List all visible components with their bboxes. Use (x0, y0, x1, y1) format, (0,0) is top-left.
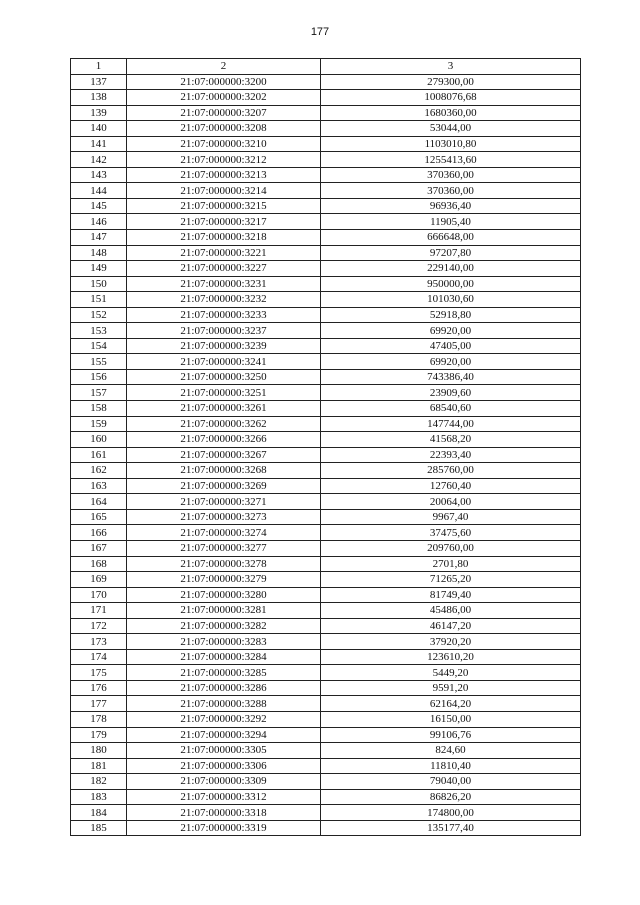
table-row (71, 432, 581, 448)
table-header (71, 59, 581, 75)
table-row (71, 572, 581, 588)
value-cell: 285760,00 (321, 463, 581, 479)
cadastral-number-cell: 21:07:000000:3288 (127, 696, 321, 712)
row-number-cell: 146 (71, 214, 127, 230)
table-row (71, 525, 581, 541)
cadastral-number-cell: 21:07:000000:3279 (127, 572, 321, 588)
table-row (71, 509, 581, 525)
cadastral-number-cell: 21:07:000000:3208 (127, 121, 321, 137)
value-cell: 11810,40 (321, 758, 581, 774)
row-number-cell: 142 (71, 152, 127, 168)
cadastral-number-cell: 21:07:000000:3212 (127, 152, 321, 168)
table-row (71, 634, 581, 650)
header-row (71, 59, 581, 75)
value-cell: 1008076,68 (321, 90, 581, 106)
cadastral-number-cell: 21:07:000000:3221 (127, 245, 321, 261)
value-cell: 53044,00 (321, 121, 581, 137)
table-row (71, 105, 581, 121)
value-cell: 41568,20 (321, 432, 581, 448)
value-cell: 147744,00 (321, 416, 581, 432)
row-number-cell: 180 (71, 743, 127, 759)
cadastral-value-table (70, 58, 581, 836)
row-number-cell: 169 (71, 572, 127, 588)
cadastral-number-cell: 21:07:000000:3306 (127, 758, 321, 774)
value-cell: 12760,40 (321, 478, 581, 494)
row-number-cell: 155 (71, 354, 127, 370)
row-number-cell: 156 (71, 369, 127, 385)
row-number-cell: 152 (71, 307, 127, 323)
value-cell: 5449,20 (321, 665, 581, 681)
table-row (71, 385, 581, 401)
cadastral-number-cell: 21:07:000000:3266 (127, 432, 321, 448)
table-row (71, 540, 581, 556)
table-row (71, 307, 581, 323)
row-number-cell: 139 (71, 105, 127, 121)
value-cell: 46147,20 (321, 618, 581, 634)
table-row (71, 369, 581, 385)
table-row (71, 74, 581, 90)
value-cell: 666648,00 (321, 230, 581, 246)
value-cell: 123610,20 (321, 649, 581, 665)
value-cell: 81749,40 (321, 587, 581, 603)
row-number-cell: 167 (71, 540, 127, 556)
column-header-2: 2 (127, 59, 321, 75)
cadastral-number-cell: 21:07:000000:3233 (127, 307, 321, 323)
table-row (71, 727, 581, 743)
table-row (71, 618, 581, 634)
cadastral-number-cell: 21:07:000000:3261 (127, 401, 321, 417)
table-row (71, 463, 581, 479)
cadastral-number-cell: 21:07:000000:3318 (127, 805, 321, 821)
row-number-cell: 148 (71, 245, 127, 261)
cadastral-number-cell: 21:07:000000:3268 (127, 463, 321, 479)
row-number-cell: 174 (71, 649, 127, 665)
table-row (71, 774, 581, 790)
table-row (71, 743, 581, 759)
value-cell: 99106,76 (321, 727, 581, 743)
cadastral-number-cell: 21:07:000000:3274 (127, 525, 321, 541)
row-number-cell: 161 (71, 447, 127, 463)
row-number-cell: 145 (71, 198, 127, 214)
row-number-cell: 185 (71, 820, 127, 836)
row-number-cell: 137 (71, 74, 127, 90)
row-number-cell: 177 (71, 696, 127, 712)
page-number: 177 (310, 26, 330, 38)
cadastral-number-cell: 21:07:000000:3200 (127, 74, 321, 90)
row-number-cell: 147 (71, 230, 127, 246)
value-cell: 279300,00 (321, 74, 581, 90)
value-cell: 2701,80 (321, 556, 581, 572)
value-cell: 1255413,60 (321, 152, 581, 168)
cadastral-number-cell: 21:07:000000:3231 (127, 276, 321, 292)
row-number-cell: 141 (71, 136, 127, 152)
cadastral-number-cell: 21:07:000000:3218 (127, 230, 321, 246)
row-number-cell: 159 (71, 416, 127, 432)
table-row (71, 680, 581, 696)
cadastral-number-cell: 21:07:000000:3292 (127, 711, 321, 727)
column-header-3: 3 (321, 59, 581, 75)
table-row (71, 230, 581, 246)
table-row (71, 214, 581, 230)
table-row (71, 261, 581, 277)
table-body (71, 74, 581, 836)
table-row (71, 183, 581, 199)
value-cell: 743386,40 (321, 369, 581, 385)
value-cell: 950000,00 (321, 276, 581, 292)
value-cell: 97207,80 (321, 245, 581, 261)
cadastral-number-cell: 21:07:000000:3214 (127, 183, 321, 199)
cadastral-number-cell: 21:07:000000:3210 (127, 136, 321, 152)
table-row (71, 789, 581, 805)
value-cell: 9967,40 (321, 509, 581, 525)
cadastral-number-cell: 21:07:000000:3207 (127, 105, 321, 121)
cadastral-number-cell: 21:07:000000:3319 (127, 820, 321, 836)
row-number-cell: 175 (71, 665, 127, 681)
value-cell: 16150,00 (321, 711, 581, 727)
row-number-cell: 183 (71, 789, 127, 805)
row-number-cell: 143 (71, 167, 127, 183)
table-row (71, 136, 581, 152)
table-row (71, 556, 581, 572)
table-row (71, 401, 581, 417)
row-number-cell: 163 (71, 478, 127, 494)
value-cell: 9591,20 (321, 680, 581, 696)
table-row (71, 90, 581, 106)
cadastral-number-cell: 21:07:000000:3267 (127, 447, 321, 463)
table-row (71, 245, 581, 261)
value-cell: 23909,60 (321, 385, 581, 401)
row-number-cell: 150 (71, 276, 127, 292)
value-cell: 47405,00 (321, 338, 581, 354)
row-number-cell: 182 (71, 774, 127, 790)
value-cell: 135177,40 (321, 820, 581, 836)
table-row (71, 292, 581, 308)
cadastral-number-cell: 21:07:000000:3284 (127, 649, 321, 665)
row-number-cell: 149 (71, 261, 127, 277)
row-number-cell: 170 (71, 587, 127, 603)
table-row (71, 494, 581, 510)
cadastral-number-cell: 21:07:000000:3237 (127, 323, 321, 339)
table-row (71, 665, 581, 681)
cadastral-number-cell: 21:07:000000:3271 (127, 494, 321, 510)
table-row (71, 323, 581, 339)
value-cell: 209760,00 (321, 540, 581, 556)
value-cell: 45486,00 (321, 603, 581, 619)
value-cell: 229140,00 (321, 261, 581, 277)
row-number-cell: 165 (71, 509, 127, 525)
cadastral-number-cell: 21:07:000000:3251 (127, 385, 321, 401)
cadastral-number-cell: 21:07:000000:3213 (127, 167, 321, 183)
row-number-cell: 140 (71, 121, 127, 137)
table-row (71, 603, 581, 619)
row-number-cell: 157 (71, 385, 127, 401)
table-row (71, 198, 581, 214)
row-number-cell: 154 (71, 338, 127, 354)
value-cell: 52918,80 (321, 307, 581, 323)
row-number-cell: 144 (71, 183, 127, 199)
cadastral-number-cell: 21:07:000000:3217 (127, 214, 321, 230)
value-cell: 96936,40 (321, 198, 581, 214)
table-row (71, 649, 581, 665)
table-row (71, 447, 581, 463)
cadastral-number-cell: 21:07:000000:3280 (127, 587, 321, 603)
table-row (71, 167, 581, 183)
value-cell: 1680360,00 (321, 105, 581, 121)
cadastral-number-cell: 21:07:000000:3281 (127, 603, 321, 619)
table-row (71, 820, 581, 836)
table-row (71, 416, 581, 432)
cadastral-number-cell: 21:07:000000:3232 (127, 292, 321, 308)
cadastral-number-cell: 21:07:000000:3239 (127, 338, 321, 354)
row-number-cell: 168 (71, 556, 127, 572)
cadastral-number-cell: 21:07:000000:3227 (127, 261, 321, 277)
row-number-cell: 181 (71, 758, 127, 774)
cadastral-number-cell: 21:07:000000:3285 (127, 665, 321, 681)
cadastral-number-cell: 21:07:000000:3215 (127, 198, 321, 214)
cadastral-number-cell: 21:07:000000:3202 (127, 90, 321, 106)
row-number-cell: 151 (71, 292, 127, 308)
row-number-cell: 138 (71, 90, 127, 106)
value-cell: 71265,20 (321, 572, 581, 588)
value-cell: 69920,00 (321, 323, 581, 339)
row-number-cell: 162 (71, 463, 127, 479)
value-cell: 101030,60 (321, 292, 581, 308)
value-cell: 824,60 (321, 743, 581, 759)
cadastral-number-cell: 21:07:000000:3273 (127, 509, 321, 525)
cadastral-number-cell: 21:07:000000:3305 (127, 743, 321, 759)
row-number-cell: 172 (71, 618, 127, 634)
row-number-cell: 178 (71, 711, 127, 727)
row-number-cell: 184 (71, 805, 127, 821)
table-row (71, 276, 581, 292)
value-cell: 370360,00 (321, 183, 581, 199)
row-number-cell: 164 (71, 494, 127, 510)
column-header-1: 1 (71, 59, 127, 75)
cadastral-number-cell: 21:07:000000:3250 (127, 369, 321, 385)
cadastral-number-cell: 21:07:000000:3309 (127, 774, 321, 790)
value-cell: 79040,00 (321, 774, 581, 790)
row-number-cell: 153 (71, 323, 127, 339)
value-cell: 69920,00 (321, 354, 581, 370)
cadastral-number-cell: 21:07:000000:3262 (127, 416, 321, 432)
row-number-cell: 158 (71, 401, 127, 417)
cadastral-number-cell: 21:07:000000:3277 (127, 540, 321, 556)
cadastral-number-cell: 21:07:000000:3312 (127, 789, 321, 805)
value-cell: 62164,20 (321, 696, 581, 712)
value-cell: 86826,20 (321, 789, 581, 805)
table-row (71, 805, 581, 821)
cadastral-number-cell: 21:07:000000:3294 (127, 727, 321, 743)
value-cell: 37475,60 (321, 525, 581, 541)
value-cell: 174800,00 (321, 805, 581, 821)
table-row (71, 121, 581, 137)
cadastral-number-cell: 21:07:000000:3282 (127, 618, 321, 634)
table-row (71, 696, 581, 712)
value-cell: 1103010,80 (321, 136, 581, 152)
row-number-cell: 176 (71, 680, 127, 696)
value-cell: 68540,60 (321, 401, 581, 417)
cadastral-number-cell: 21:07:000000:3241 (127, 354, 321, 370)
table-row (71, 478, 581, 494)
row-number-cell: 173 (71, 634, 127, 650)
cadastral-number-cell: 21:07:000000:3269 (127, 478, 321, 494)
value-cell: 37920,20 (321, 634, 581, 650)
value-cell: 22393,40 (321, 447, 581, 463)
cadastral-number-cell: 21:07:000000:3278 (127, 556, 321, 572)
value-cell: 370360,00 (321, 167, 581, 183)
table-row (71, 152, 581, 168)
value-cell: 20064,00 (321, 494, 581, 510)
table-row (71, 587, 581, 603)
table-row (71, 758, 581, 774)
table-row (71, 711, 581, 727)
row-number-cell: 171 (71, 603, 127, 619)
cadastral-number-cell: 21:07:000000:3286 (127, 680, 321, 696)
row-number-cell: 160 (71, 432, 127, 448)
row-number-cell: 166 (71, 525, 127, 541)
value-cell: 11905,40 (321, 214, 581, 230)
table-row (71, 338, 581, 354)
row-number-cell: 179 (71, 727, 127, 743)
cadastral-number-cell: 21:07:000000:3283 (127, 634, 321, 650)
table-row (71, 354, 581, 370)
